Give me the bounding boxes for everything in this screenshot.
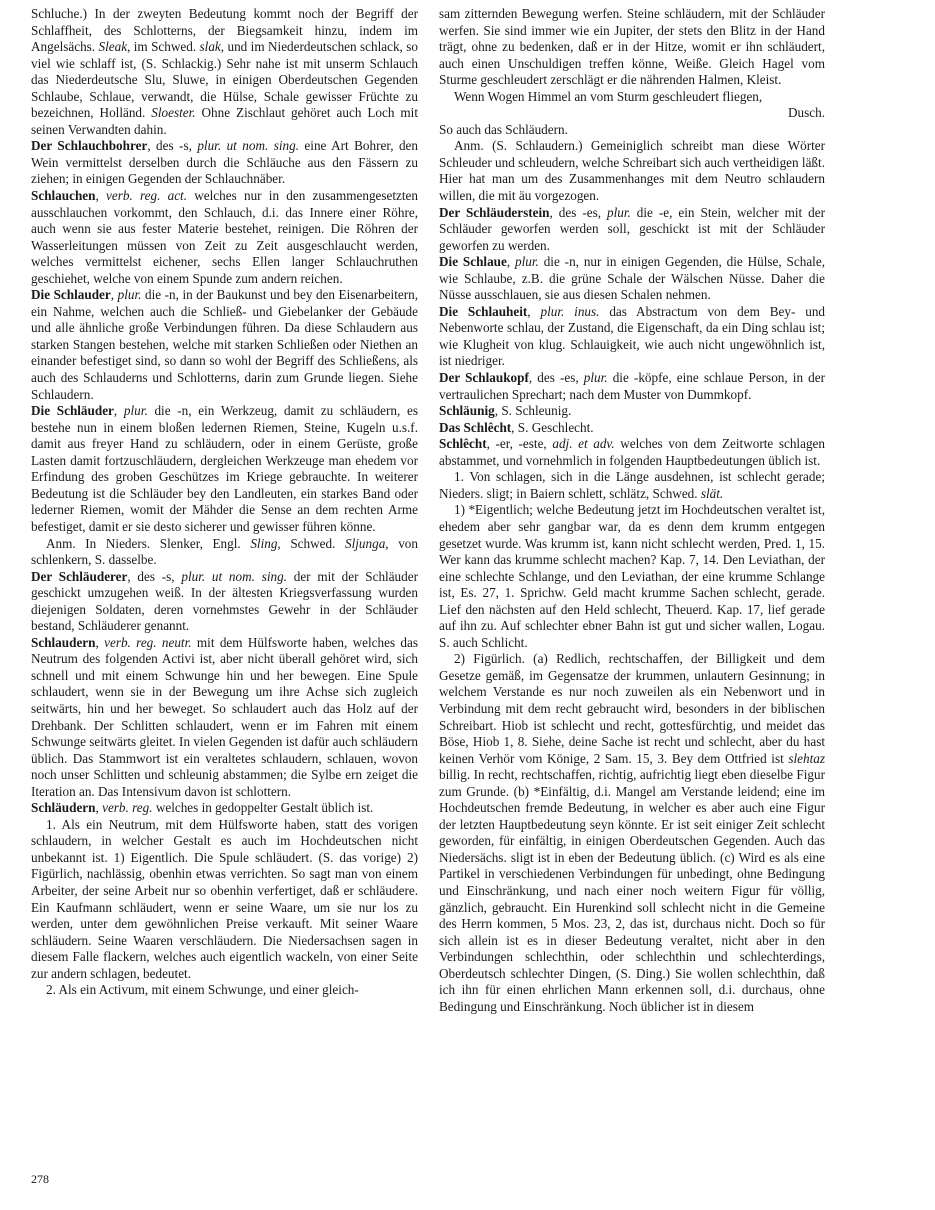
text-run: , des -s, <box>147 138 198 154</box>
paragraph <box>439 304 825 370</box>
entry-headword: Die Schlauheit <box>439 303 528 319</box>
italic-text: Sleak <box>98 39 128 55</box>
paragraph <box>31 138 418 188</box>
paragraph <box>31 982 418 999</box>
paragraph <box>31 635 418 800</box>
italic-text: verb. reg. neutr. <box>104 634 192 650</box>
text-run: welches von dem Zeitworte schlagen abstammet, und vornehmlich in folgenden Hauptbedeutungen üblich ist. <box>439 436 825 468</box>
text-run: 2) Figürlich. (a) Redlich, rechtschaffen, der Billigkeit und dem Gesetze gemäß, im Gegensatze der krummen, unlautern Gesinnung; in welchem Verstande es nur noch zuweilen als ein Nebenwort und in Verbindung mit dem recht gebraucht wird, besonders in der biblischen Schreibart. Hiob ist schlecht und recht, gottesfürchtig, und meidet das Böse, Hiob 1, 8. Siehe, deine Sache ist recht und schlecht, aber du hast keinen Verhör vom Könige, 2 Sam. 15, 3. Bey dem Ottfried ist <box>439 651 825 766</box>
left-column <box>31 6 418 999</box>
text-run: , des -es, <box>549 204 607 220</box>
italic-text: slät. <box>700 485 724 501</box>
entry-headword: Schlaudern <box>31 634 96 650</box>
paragraph <box>31 6 418 138</box>
entry-headword: Schläudern <box>31 800 96 816</box>
text-run: welches in gedoppelter Gestalt üblich ist. <box>152 800 374 816</box>
entry-headword: Das Schlêcht <box>439 419 512 435</box>
paragraph <box>439 6 825 89</box>
italic-text: slak <box>199 39 221 55</box>
italic-text: Sling <box>250 535 278 551</box>
text-run: 1. Als ein Neutrum, mit dem Hülfsworte haben, statt des vorigen schlaudern, in welcher Gestalt es auch im Hochdeutschen nicht unbekannt ist. 1) Eigentlich. Die Spule schläudert. (S. das vorige) 2) Figürlich, nachlässig, obenhin etwas verrichten. So sagt man von einem Arbeiter, der seine Arbeit nur so obenhin verfertiget, daß er schläudere. Ein Kaufmann schläudert, wenn er seine Waare, um sie nur los zu werden, unter dem gewöhnlichen Preise verkauft. Mit seiner Waare schläudern. Seine Waaren verschläudern. Die Niedersachsen sagen in diesem Falle flackern, welches auch eigentlich wackeln, von einer Seite zur andern schlagen, bedeutet. <box>31 816 418 981</box>
text-run: die -n, ein Werkzeug, damit zu schläudern, es bestehe nun in einem bloßen ledernen Riemen, Steine, Kugeln u.s.f. damit aus freyer Hand zu schläudern, oder in einem Gerüste, große Lasten damit fortzuschläudern, dergleichen Werkzeuge man ehedem vor Erfindung des groben Geschützes im Kriege gebrauchte. In weiterer Bedeutung ist die Schläuder bey den Landleuten, ein starkes Band oder lederner Riemen, womit der Mähder die Sense an dem rechten Arme befestiget, damit er sie desto sicherer und gewisser führen könne. <box>31 403 418 534</box>
text-run: , S. Schleunig. <box>494 403 572 419</box>
text-run: , des -s, <box>127 568 182 584</box>
text-run: sam zitternden Bewegung werfen. Steine schläudern, mit der Schläuder werfen. Sie sind immer wie ein Jupiter, der stets den Blitz in der Hand trägt, ohne zu bedenken, daß er in der Hitze, womit er ihn schläudert, auch einen Unschuldigen treffen könne, Weiße. Gleich Hagel vom Sturme geschleudert zerschlägt er die nährenden Halmen, Kleist. <box>439 6 825 88</box>
text-run: Anm. In Nieders. Slenker, Engl. <box>46 535 251 551</box>
paragraph <box>31 287 418 403</box>
right-column <box>439 6 825 1015</box>
paragraph <box>31 800 418 817</box>
text-run: , Schwed. <box>277 535 345 551</box>
entry-headword: Schlauchen <box>31 188 96 204</box>
text-run: die -e, ein Stein, welcher mit der Schläuder geworfen werden soll, geschickt ist mit der Schläuder geworfen zu werden. <box>439 204 825 253</box>
paragraph <box>439 502 825 651</box>
entry-headword: Die Schlaue <box>439 254 507 270</box>
text-run: welches nur in den zusammengesetzten ausschlauchen vorkommt, den Schlauch, d.i. das Innere einer Röhre, auch wenn sie aus fester Materie bestehet, reinigen. Die Röhren der Wasserleitungen müssen von Zeit zu Zeit ausgeschlaucht werden, welches vermittelst eichener, sechs Ellen langer Schlauchruthen geschiehet, welche von einem Spunde zum andern reichen. <box>31 188 418 286</box>
page-number: 278 <box>31 1172 49 1186</box>
entry-headword: Der Schläuderer <box>31 568 128 584</box>
paragraph <box>439 403 825 420</box>
italic-text: plur. inus. <box>540 303 600 319</box>
text-run: , <box>110 287 118 303</box>
text-run: , <box>527 303 541 319</box>
paragraph <box>439 651 825 1015</box>
entry-headword: Der Schläuderstein <box>439 204 550 220</box>
italic-text: plur. <box>583 370 608 386</box>
italic-text: verb. reg. <box>102 800 153 816</box>
entry-headword: Schläunig <box>439 403 495 419</box>
text-run: Schluche.) In der zweyten Bedeutung kommt noch der Begriff der Schlaffheit, des Schlotterns, der Biegsamkeit hinzu, indem im Angelsächs. <box>31 6 418 55</box>
entry-headword: Die Schlauder <box>31 287 111 303</box>
paragraph <box>31 188 418 287</box>
paragraph <box>439 105 825 122</box>
paragraph <box>439 469 825 502</box>
text-run: Wenn Wogen Himmel an vom Sturm geschleudert fliegen, <box>454 88 763 104</box>
paragraph <box>31 817 418 982</box>
text-run: die -n, in der Baukunst und bey den Eisenarbeitern, ein Nahme, welchen auch die Schließ- und Giebelanker der Gebäude und alle ähnliche große Verbindungen führen. Da diese Schlaudern aus starken Stangen bestehen, welche mit starken Schließen oder Niethen an einander befestiget sind, so dann so wohl der Begriff des Schließens, als auch des Schlauderns und Schlotterns, darin zum Grunde liegen. Siehe Schlaudern. <box>31 287 418 402</box>
paragraph <box>439 420 825 437</box>
text-run: der mit der Schläuder geschickt umzugehen weiß. In der ältesten Kriegsverfassung wurden diejenigen Soldaten, deren vornehmstes Gewehr in der Schläuder bestand, Schläuderer genannt. <box>31 568 418 634</box>
paragraph <box>31 569 418 635</box>
text-run: billig. In recht, rechtschaffen, richtig, aufrichtig liegt eben dieselbe Figur zum Grunde. (b) *Einfältig, d.i. Mangel am Verstande leidend; eine im Hochdeutschen fremde Bedeutung, in welcher es aber auch eine Figur der letzten Hauptbedeutung seyn könnte. Er ist seit einiger Zeit schlecht geworden, für einfältig, in einigen Oberdeutschen Gegenden. Auch das Niedersächs. sligt ist in eben der Bedeutung üblich. (c) Wird es als eine Partikel in verschiedenen Verbindungen für unbedingt, ohne Bedingung und Einschränkung, und nach einer noch weitern Figur für völlig, gänzlich, gebraucht. Ein Hurenkind soll schlecht nicht in die Gemeine des Herrn kommen, 5 Mos. 23, 2, das ist, durchaus nicht. Doch so für sich allein ist es in dieser Bedeutung veraltet, nicht aber in den Verbindungen schlechthin, oder schlechthin und schlechterdings, Oberdeutsch schlechter Dingen, (S. Ding.) Sie wollen schlechthin, daß ich ihn für einen ehrlichen Mann erkennen soll, d.i. durchaus, ohne Bedingung und Einschränkung. Noch üblicher ist in diesem <box>439 767 825 1014</box>
text-run: 1) *Eigentlich; welche Bedeutung jetzt im Hochdeutschen veraltet ist, ehedem aber sehr gangbar war, da es denn dem krumm entgegen gesetzet wurde. Was krumm ist, kann nicht schlecht werden, Pred. 1, 15. Wer kann das krumme schlecht machen? Kap. 7, 14. Den Leviathan, der eine schlechte Schlange, und den Leviathan, der eine krumme Schlange ist, Es. 27, 1. Sprichw. Geld macht krumme Sachen schlecht, gerade. Lief den nächsten auf den Held schlecht, Theuerd. Kap. 17, lief gerade auf ihn zu. Auf schlechter ebner Bahn ist gut und sicher wallen, Logau. S. auch Schlicht. <box>439 502 825 650</box>
italic-text: plur. <box>515 254 539 270</box>
paragraph <box>439 122 825 139</box>
italic-text: plur. ut nom. sing. <box>181 568 287 584</box>
text-run: , und im Niederdeutschen schlack, so viel wie schlaff ist, (S. Schlackig.) Sehr nahe ist mit unserm Schlauch das Niederdeutsche Slu, Sluwe, in einigen Oberdeutschen Gegenden Schlaube, Schlaue, verwandt, die Hülse, Schale gewisser Früchte zu bezeichnen, Holländ. <box>31 39 418 121</box>
italic-text: adj. et adv. <box>552 436 615 452</box>
text-run: Anm. (S. Schlaudern.) Gemeiniglich schreibt man diese Wörter Schleuder und schleudern, welche Schreibart sich auch vertheidigen läßt. Hier hat man um des Zusammenhanges mit dem Neutro schlaudern willen, die mit äu vorgezogen. <box>439 138 825 204</box>
italic-text: plur. <box>606 204 631 220</box>
text-run: , -er, -este, <box>486 436 553 452</box>
italic-text: Sljunga <box>345 535 386 551</box>
paragraph <box>31 536 418 569</box>
text-run: eine Art Bohrer, den Wein vermittelst derselben durch die Schläuche aus den Fässern zu ziehen; in einigen Gegenden der Schlauchnäber. <box>31 138 418 187</box>
text-run: , <box>506 254 516 270</box>
text-run: mit dem Hülfsworte haben, welches das Neutrum des folgenden Activi ist, aber nicht überall gehöret wird, sich schnell und mit einem Schwunge hin und her bewegen. Eine Spule schlaudert, wenn sie in der Bewegung um ihre Achse sich zugleich seitwärts, hin und her beweget. So schlaudert auch das Holz auf der Drehbank. Der Schlitten schlaudert, wenn er im Fahren mit einem Schwunge seitwärts gleitet. In vielen Gegenden ist dafür auch schläudern üblich. Das Stammwort ist ein veraltetes schlaudern, schlauen, wovon noch unser Schlitten und schleunig abstammen; die Sylbe ern zeiget die Iteration an. Das Intensivum davon ist schlottern. <box>31 634 418 799</box>
paragraph <box>439 138 825 204</box>
italic-text: verb. reg. act. <box>106 188 188 204</box>
paragraph <box>439 89 825 106</box>
text-run: 1. Von schlagen, sich in die Länge ausdehnen, ist schlecht gerade; Nieders. sligt; in Baiern schlett, schlätz, Schwed. <box>439 469 825 501</box>
italic-text: slehtaz <box>788 750 825 766</box>
paragraph <box>439 205 825 255</box>
text-run: 2. Als ein Activum, mit einem Schwunge, und einer gleich- <box>46 982 359 998</box>
entry-headword: Der Schlauchbohrer <box>31 138 148 154</box>
text-run: , des -es, <box>528 370 584 386</box>
entry-headword: Der Schlaukopf <box>439 370 529 386</box>
text-run: das Abstractum von dem Bey- und Nebenworte schlau, der Zustand, die Eigenschaft, da ein Ding schlau ist; wie Klugheit von klug. Schlauigkeit, wie auch nicht ungewöhnlich ist, ist niedriger. <box>439 303 826 369</box>
text-run: die -köpfe, eine schlaue Person, in der vertraulichen Sprechart; nach dem Muster von Dummkopf. <box>439 370 825 402</box>
text-run: , <box>95 188 107 204</box>
paragraph <box>31 403 418 535</box>
italic-text: plur. <box>117 287 142 303</box>
text-run: , <box>95 800 103 816</box>
text-run: , <box>95 634 105 650</box>
entry-headword: Die Schläuder <box>31 403 114 419</box>
text-run: Ohne Zischlaut gehöret auch Loch mit seinen Verwandten dahin. <box>31 105 418 137</box>
paragraph <box>439 370 825 403</box>
text-run: , im Schwed. <box>127 39 200 55</box>
paragraph <box>439 436 825 469</box>
italic-text: Sloester. <box>151 105 196 121</box>
text-run: , von schlenkern, S. dasselbe. <box>31 535 418 568</box>
text-run: die -n, nur in einigen Gegenden, die Hülse, Schale, wie Schlaube, z.B. die grüne Schale der Wälschen Nüsse. Daher die Nüsse ausschlauen, sie aus diesen Schalen nehmen. <box>439 254 825 303</box>
text-run: Dusch. <box>788 105 825 121</box>
paragraph <box>439 254 825 304</box>
italic-text: plur. <box>123 403 148 419</box>
text-run: , <box>113 403 124 419</box>
entry-headword: Schlêcht <box>439 436 487 452</box>
text-run: So auch das Schläudern. <box>439 121 568 137</box>
italic-text: plur. ut nom. sing. <box>197 138 299 154</box>
text-run: , S. Geschlecht. <box>511 419 594 435</box>
